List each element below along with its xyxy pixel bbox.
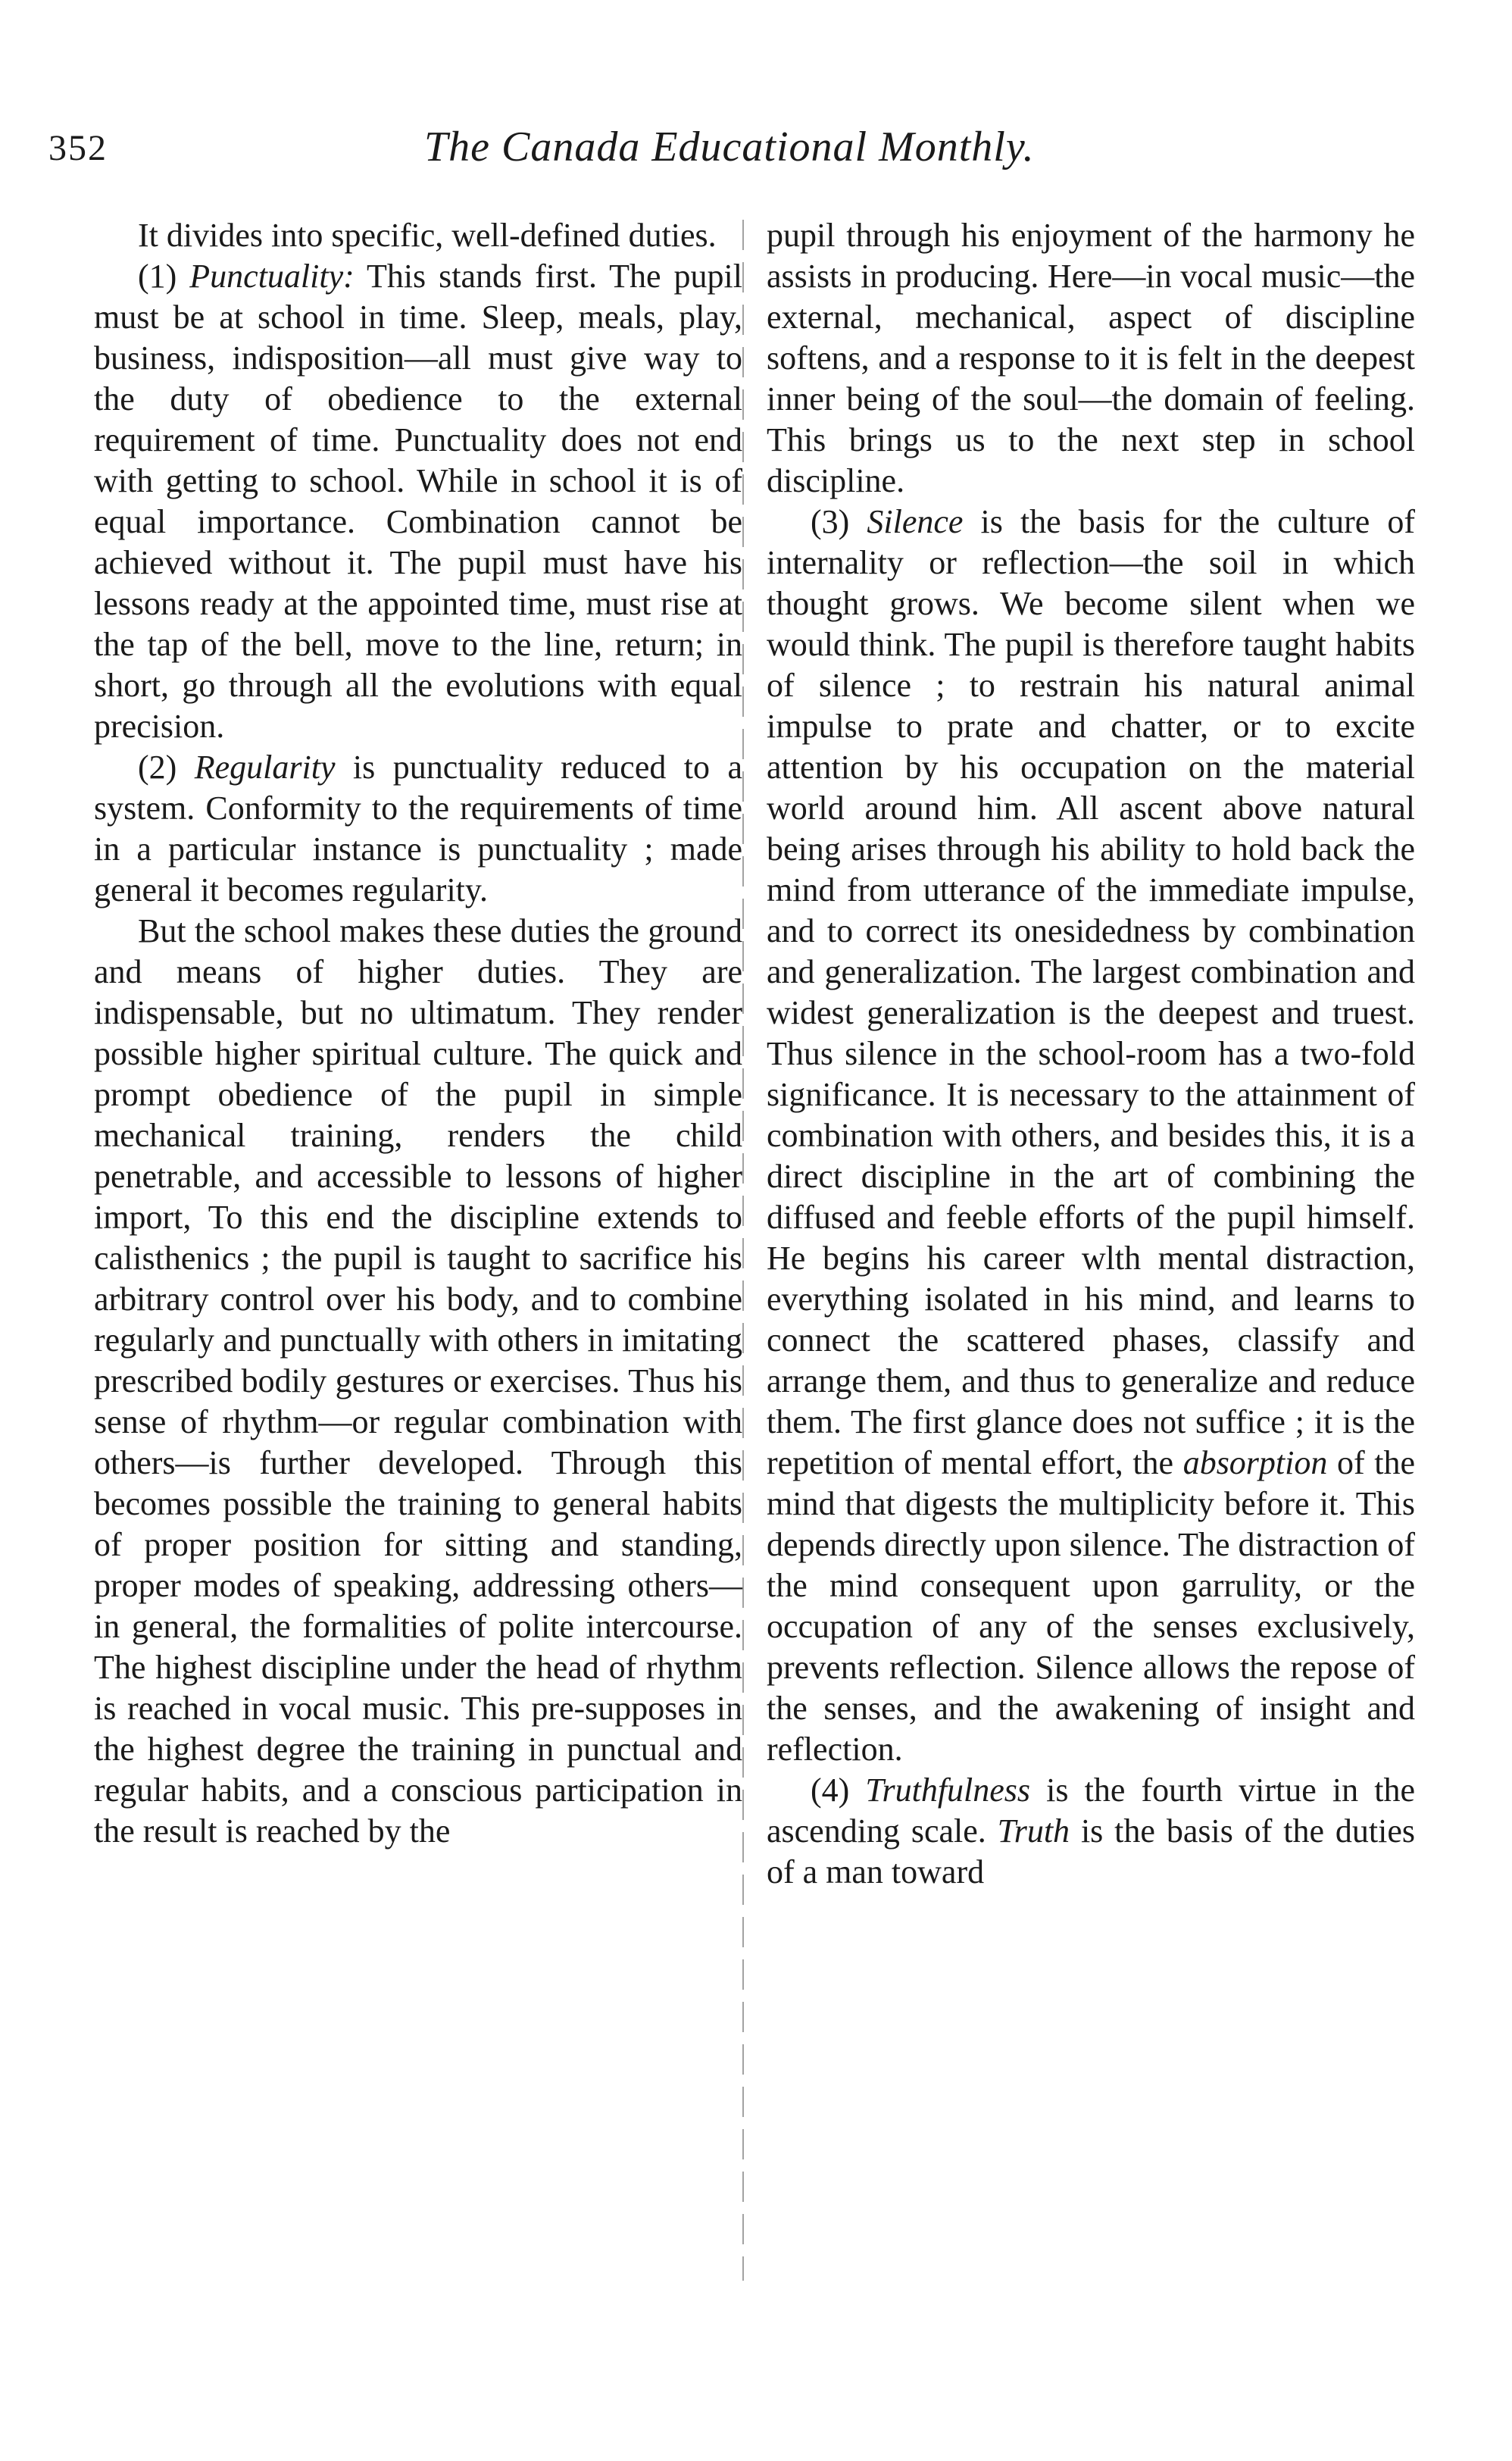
paragraph-text: is the fourth virtue in the ascending scale.	[767, 1771, 1415, 1850]
paragraph-higher-duties	[94, 911, 742, 1852]
paragraph-punctuality	[94, 256, 742, 747]
paragraph-truthfulness	[767, 1770, 1415, 1893]
paragraph-regularity	[94, 747, 742, 911]
paragraph-silence	[767, 502, 1415, 1770]
paragraph-text: is the basis for the culture of internality or reflection—the soil in which thought grows. We become silent when we would think. The pupil is therefore taught habits of silence ; to restrain his natural animal impulse to prate and chatter, or to excite attention by his occupation on the material world around him. All ascent above natural being arises through his ability to hold back the mind from utterance of the immediate impulse, and to correct its onesidedness by combination and generalization. The largest combination and widest generalization is the deepest and truest. Thus silence in the school-room has a two-fold significance. It is necessary to the attainment of combination with others, and besides this, it is a direct discipline in the art of combining the diffused and feeble efforts of the pupil himself. He begins his career wlth mental distraction, everything isolated in his mind, and learns to connect the scattered phases, classify and arrange them, and thus to generalize and reduce them. The first glance does not suffice ; it is the repetition of mental effort, the	[767, 503, 1415, 1481]
item-number: (3)	[811, 503, 867, 540]
item-number: (1)	[138, 258, 190, 295]
term-regularity: Regularity	[194, 749, 336, 786]
page-number: 352	[48, 128, 108, 168]
item-number: (2)	[138, 749, 195, 786]
term-punctuality: Punctuality:	[189, 258, 355, 295]
paragraph-text: But the school makes these duties the ground and means of higher duties. They are indispensable, but no ultimatum. They render possible higher spiritual culture. The quick and prompt obedience of the pupil in simple mechanical training, renders the child penetrable, and accessible to lessons of higher import, To this end the discipline extends to calisthenics ; the pupil is taught to sacrifice his arbitrary control over his body, and to combine regularly and punctually with others in imitating prescribed bodily gestures or exercises. Thus his sense of rhythm—or regular combination with others—is further developed. Through this becomes possible the training to general habits of proper position for sitting and standing, proper modes of speaking, addressing others—in general, the formalities of polite intercourse. The highest discipline under the head of rhythm is reached in vocal music. This pre-supposes in the highest degree the training in punctual and regular habits, and a conscious participation in the result is reached by the	[94, 912, 742, 1850]
running-head: The Canada Educational Monthly.	[424, 124, 1035, 170]
paragraph-text: This stands first. The pupil must be at school in time. Sleep, meals, play, business, indisposition—all must give way to the duty of obedience to the external requirement of time. Punctuality does not end with getting to school. While in school it is of equal importance. Combination cannot be achieved without it. The pupil must have his lessons ready at the appointed time, must rise at the tap of the bell, move to the line, return; in short, go through all the evolutions with equal precision.	[94, 258, 742, 745]
left-column	[94, 215, 742, 1852]
term-silence: Silence	[867, 503, 964, 540]
paragraph-text: pupil through his enjoyment of the harmony he assists in producing. Here—in vocal music—the external, mechanical, aspect of discipline softens, and a response to it is felt in the deepest inner being of the soul—the domain of feeling. This brings us to the next step in school discipline.	[767, 217, 1415, 499]
term-absorption: absorption	[1182, 1444, 1328, 1481]
paragraph-text: of the mind that digests the multiplicity before it. This depends directly upon silence. The distraction of the mind consequent upon garrulity, or the occupation of any of the senses exclusively, prevents reflection. Silence allows the repose of the senses, and the awakening of insight and reflection.	[767, 1444, 1416, 1768]
right-column	[767, 215, 1415, 1893]
term-truthfulness: Truthfulness	[865, 1771, 1031, 1809]
paragraph-text: is the basis of the duties of a man toward	[767, 1812, 1415, 1890]
paragraph-text: It divides into specific, well-defined duties.	[138, 217, 717, 254]
paragraph-text: is punctuality reduced to a system. Conformity to the requirements of time in a particular instance is punctuality ; made general it becomes regularity.	[94, 749, 742, 908]
paragraph-continued	[767, 215, 1415, 502]
item-number: (4)	[811, 1771, 866, 1809]
column-divider	[742, 220, 744, 2281]
paragraph-intro	[94, 215, 742, 256]
term-truth: Truth	[997, 1812, 1070, 1850]
